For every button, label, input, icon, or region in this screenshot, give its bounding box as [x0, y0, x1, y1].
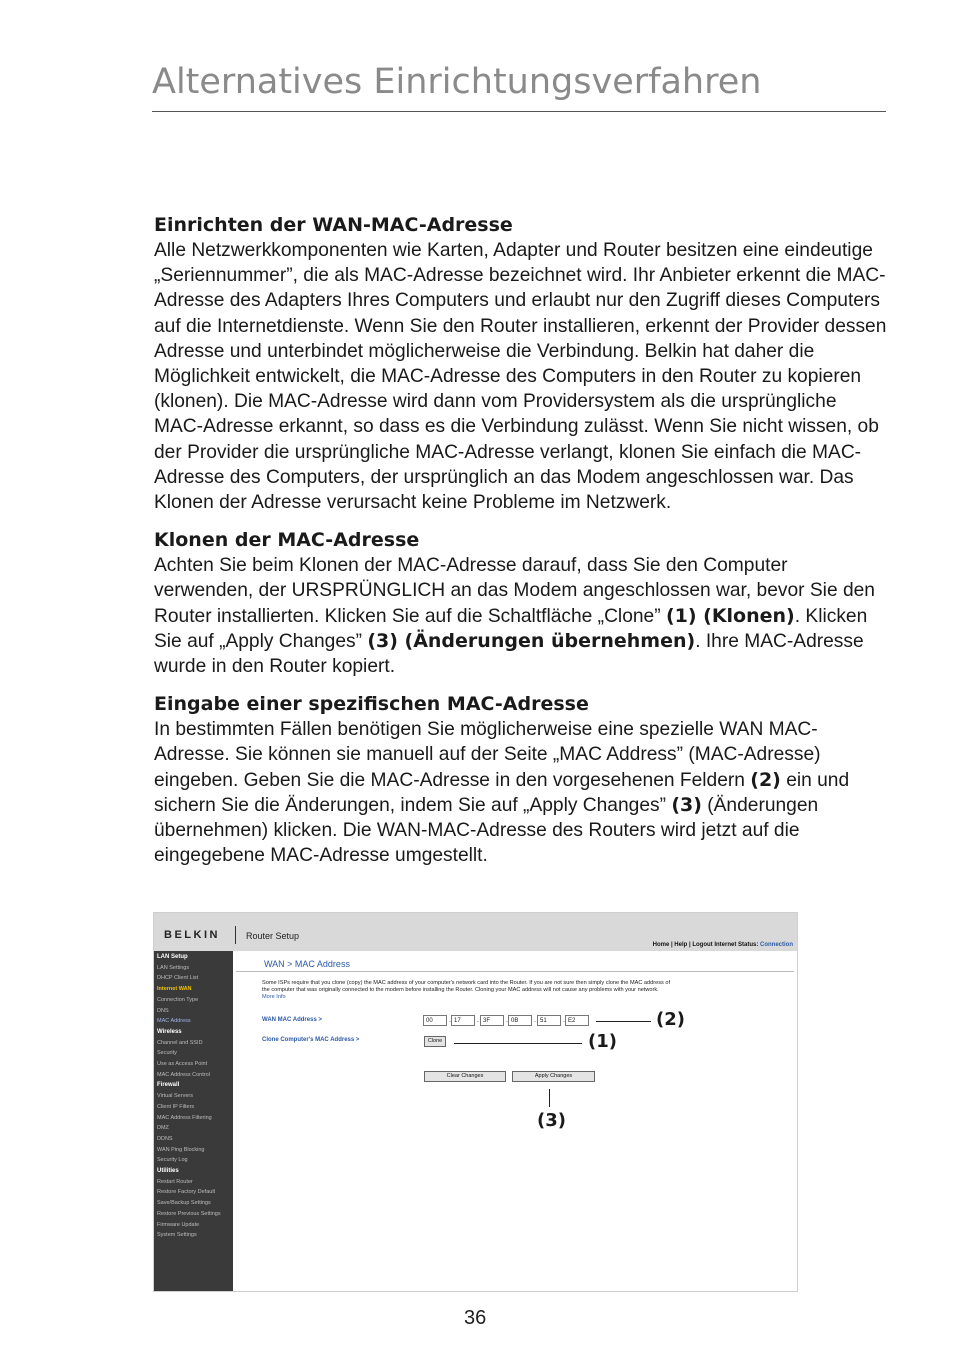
sidebar-item-client-ip-filters[interactable]: Client IP Filters — [157, 1103, 195, 1110]
mac-separator: . — [534, 1017, 536, 1024]
mac-description — [262, 980, 672, 1001]
clear-changes-button[interactable]: Clear Changes — [424, 1071, 506, 1082]
sidebar-heading-wireless[interactable]: Wireless — [157, 1028, 182, 1035]
sidebar-item-restore-factory[interactable]: Restore Factory Default — [157, 1189, 216, 1196]
sidebar-item-channel-ssid[interactable]: Channel and SSID — [157, 1039, 203, 1046]
apply-changes-button[interactable]: Apply Changes — [512, 1071, 595, 1082]
section-body-specific-mac — [154, 717, 889, 868]
callout-clone: (1) (Klonen) — [665, 604, 795, 627]
sidebar-item-lan-settings[interactable]: LAN Settings — [157, 964, 190, 971]
belkin-logo: BELKIN — [164, 929, 220, 941]
body-text: . Ihre MAC-Adresse wurde in den Router kopiert. — [154, 630, 864, 678]
callout-fields: (2) — [750, 768, 781, 791]
router-sidebar — [154, 951, 233, 1291]
mac-field-3[interactable]: 3F — [480, 1015, 504, 1026]
sidebar-heading-internet-wan[interactable]: Internet WAN — [157, 986, 192, 993]
sidebar-item-virtual-servers[interactable]: Virtual Servers — [157, 1093, 193, 1100]
section-heading-specific-mac: Eingabe einer spezifischen MAC-Adresse — [154, 693, 589, 716]
sidebar-item-firmware-update[interactable]: Firmware Update — [157, 1221, 200, 1228]
sidebar-item-access-point[interactable]: Use as Access Point — [157, 1061, 208, 1067]
page-number: 36 — [464, 1307, 487, 1329]
callout-label-2: (2) — [656, 1009, 685, 1030]
internet-status: Connection — [760, 942, 793, 948]
router-setup-title: Router Setup — [246, 931, 300, 941]
page-content — [154, 212, 889, 880]
mac-separator: . — [506, 1017, 508, 1024]
sidebar-heading-firewall[interactable]: Firewall — [157, 1082, 180, 1089]
sidebar-item-security-log[interactable]: Security Log — [157, 1157, 188, 1164]
sidebar-heading-utilities[interactable]: Utilities — [157, 1168, 179, 1174]
callout-leader-3 — [549, 1089, 550, 1107]
sidebar-item-mac-address-control[interactable]: MAC Address Control — [157, 1071, 210, 1078]
router-setup-screenshot — [153, 912, 798, 1292]
header-links[interactable] — [653, 942, 793, 948]
body-text: (Änderungen übernehmen) klicken. Die WAN-MAC-Adresse des Routers wird jetzt auf die eingegebene MAC-Adresse umgestellt. — [154, 794, 819, 867]
title-divider — [152, 111, 886, 112]
section-heading-clone-mac: Klonen der MAC-Adresse — [154, 529, 420, 552]
sidebar-item-restore-previous[interactable]: Restore Previous Settings — [157, 1210, 221, 1217]
sidebar-item-mac-filtering[interactable]: MAC Address Filtering — [157, 1114, 212, 1121]
mac-separator: . — [563, 1017, 565, 1024]
sidebar-item-dmz[interactable]: DMZ — [157, 1125, 169, 1132]
sidebar-item-dns[interactable]: DNS — [157, 1007, 169, 1014]
callout-leader-2 — [596, 1021, 651, 1022]
clone-mac-label: Clone Computer's MAC Address > — [262, 1037, 360, 1043]
mac-field-6[interactable]: E2 — [565, 1015, 589, 1026]
sidebar-item-ddns[interactable]: DDNS — [157, 1135, 173, 1142]
callout-leader-1 — [454, 1043, 582, 1044]
mac-separator: . — [477, 1017, 479, 1024]
section-body-wan-mac: Alle Netzwerkkomponenten wie Karten, Adapter und Router besitzen eine eindeutige „Seriennummer”, die als MAC-Adresse bezeichnet wird. Ihr Anbieter erkennt die MAC-Adresse des Adapters Ihres Computers und erlaubt nur den Zugriff dieses Computers auf die Internetdienste. Wenn Sie den Router installieren, erkennt der Provider dessen Adresse und unterbindet möglicherweise die Verbindung. Belkin hat daher die Möglichkeit entwickelt, die MAC-Adresse des Computers in den Router zu kopieren (klonen). Die MAC-Adresse wird dann vom Providersystem als die ursprüngliche MAC-Adresse erkannt, so dass es die Verbindung zulässt. Wenn Sie nicht wissen, ob der Provider die ursprüngliche MAC-Adresse verlangt, klonen Sie einfach die MAC-Adresse des Computers, der ursprünglich an das Modem angeschlossen war. Das Klonen der Adresse verursacht keine Probleme im Netzwerk. — [154, 240, 887, 514]
breadcrumb: WAN > MAC Address — [264, 959, 350, 969]
section-body-clone-mac — [154, 553, 889, 679]
header-link-text[interactable]: Home | Help | Logout Internet Status: — [652, 942, 759, 948]
wan-mac-label: WAN MAC Address > — [262, 1017, 322, 1023]
mac-field-4[interactable]: 0B — [508, 1015, 532, 1026]
sidebar-item-system-settings[interactable]: System Settings — [157, 1232, 197, 1239]
mac-field-1[interactable]: 00 — [423, 1015, 447, 1026]
section-heading-wan-mac: Einrichten der WAN-MAC-Adresse — [154, 214, 513, 236]
page-title: Alternatives Einrichtungsverfahren — [152, 62, 762, 102]
sidebar-item-security[interactable]: Security — [157, 1050, 177, 1057]
header-separator — [235, 926, 236, 944]
sidebar-item-wan-ping-blocking[interactable]: WAN Ping Blocking — [157, 1146, 205, 1153]
description-text: Some ISPs require that you clone (copy) the MAC address of your computer's network card into the Router. If you are not sure then simply clone the MAC address of the computer that was originally connected to the modem before installing the Router. Cloning your MAC address will not cause any problems with your network. — [262, 980, 671, 993]
sidebar-item-dhcp-client-list[interactable]: DHCP Client List — [157, 975, 199, 982]
mac-separator: . — [449, 1017, 451, 1024]
callout-label-1: (1) — [588, 1031, 617, 1052]
callout-label-3: (3) — [537, 1110, 566, 1131]
callout-apply: (3) — [671, 793, 702, 816]
body-text: In bestimmten Fällen benötigen Sie möglicherweise eine spezielle WAN MAC-Adresse. Sie können sie manuell auf der Seite „MAC Address” (MAC-Adresse) eingeben. Geben Sie die MAC-Adresse in den vorgesehenen Feldern — [154, 719, 821, 791]
clone-button[interactable]: Clone — [424, 1036, 446, 1047]
mac-field-5[interactable]: 51 — [537, 1015, 561, 1026]
body-text: . Klicken Sie auf „Apply Changes” — [154, 605, 868, 652]
mac-field-2[interactable]: 17 — [451, 1015, 475, 1026]
body-text: Achten Sie beim Klonen der MAC-Adresse darauf, dass Sie den Computer verwenden, der URSPRÜNGLICH an das Modem angeschlossen war, bevor Sie den Router installierten. Klicken Sie auf die Schaltfläche „Clone” — [154, 555, 875, 627]
sidebar-item-connection-type[interactable]: Connection Type — [157, 996, 199, 1003]
router-header — [154, 913, 797, 951]
sidebar-item-save-backup[interactable]: Save/Backup Settings — [157, 1200, 211, 1207]
body-text: ein und sichern Sie die Änderungen, indem Sie auf „Apply Changes” — [154, 769, 850, 816]
sidebar-heading-lan-setup[interactable]: LAN Setup — [157, 954, 188, 960]
sidebar-item-restart-router[interactable]: Restart Router — [157, 1178, 193, 1185]
callout-apply-changes: (3) (Änderungen übernehmen) — [367, 629, 696, 652]
sidebar-item-mac-address[interactable]: MAC Address — [157, 1018, 191, 1025]
breadcrumb-divider — [236, 971, 794, 972]
more-info-link[interactable]: More Info — [262, 994, 286, 1000]
